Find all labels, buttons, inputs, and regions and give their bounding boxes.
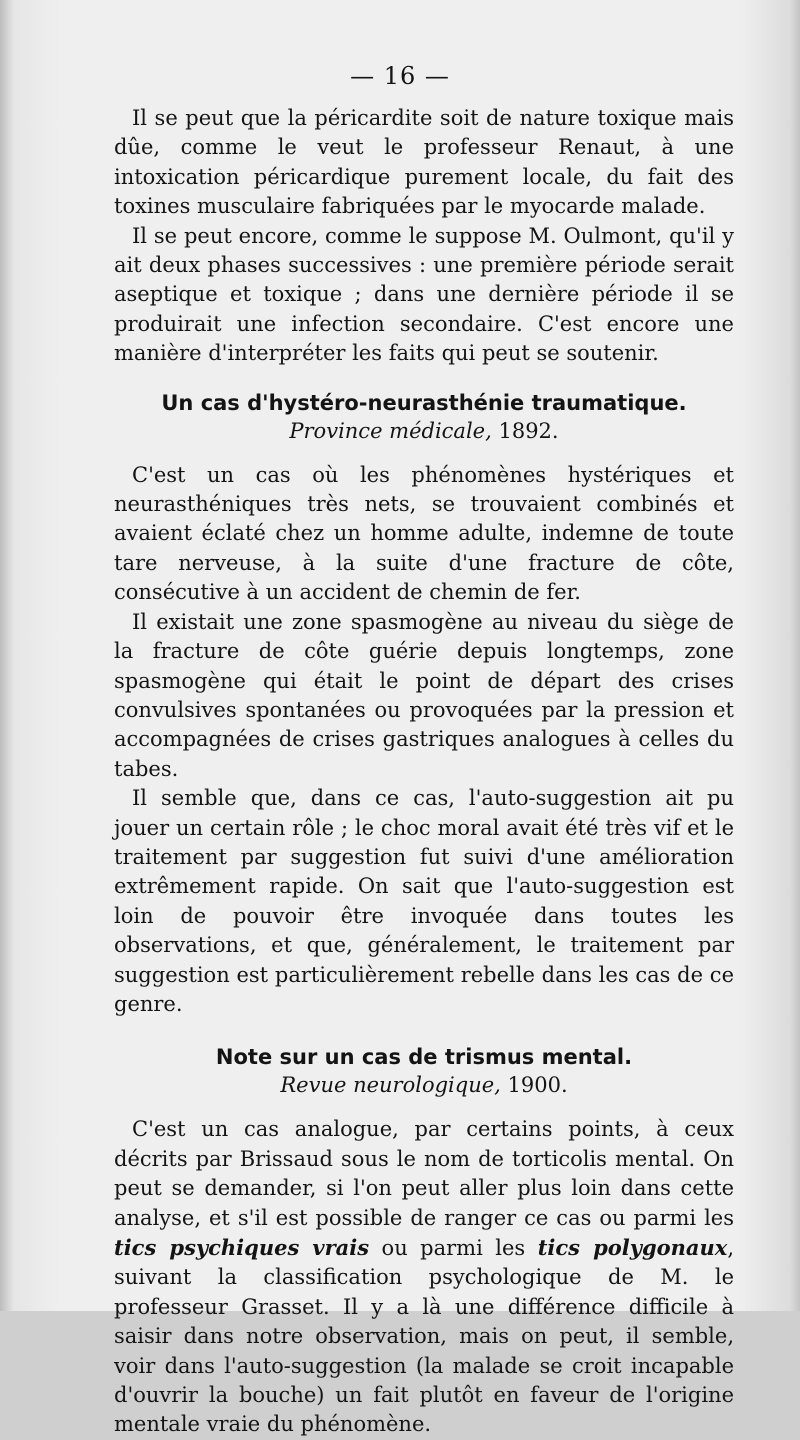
source-year: 1892. <box>498 418 559 443</box>
paragraph: C'est un cas analogue, par certains points, à ceux décrits par Brissaud sous le nom de torticolis mental. On peut se demander, si l'on peut aller plus loin dans cette analyse, et s'il est possible de ranger ce cas ou parmi les tics psychiques vrais ou parmi les tics polygonaux, suivant la classification psychologique de M. le professeur Grasset. Il y a là une différence difficile à saisir dans notre observation, mais on peut, il semble, voir dans l'auto-suggestion (la malade se croit incapable d'ouvrir la bouche) un fait plutôt en faveur de l'origine mentale vraie du phénomène. <box>114 1117 735 1437</box>
section-title: Note sur un cas de trismus mental. <box>215 1045 633 1070</box>
paragraph: Il se peut encore, comme le suppose M. Oulmont, qu'il y ait deux phases successives : une première période serait aseptique et toxique ; dans une dernière période il se produirait une infection secondaire. C'est encore une manière d'interpréter les faits qui peut se soutenir. <box>114 223 734 366</box>
body-text <box>114 104 734 1440</box>
section-title: Un cas d'hystéro-neurasthénie traumatique. <box>161 390 687 415</box>
page-number: — 16 — <box>350 62 450 90</box>
paragraph: Il se peut que la péricardite soit de nature toxique mais dûe, comme le veut le professeur Renaut, à une intoxication péricardique purement locale, du fait des toxines musculaire fabriquées par le myocarde malade. <box>114 106 734 219</box>
emphasis-term: tics psychiques vrais <box>114 1235 370 1260</box>
source-journal: Province médicale, <box>289 418 492 443</box>
paragraph: Il existait une zone spasmogène au niveau du siège de la fracture de côte guérie depuis longtemps, zone spasmogène qui était le point de départ des crises convulsives spontanées ou provoquées par la pression et accompagnées de crises gastriques analogues à celles du tabes. <box>114 609 734 781</box>
source-year: 1900. <box>507 1073 568 1098</box>
section-source <box>114 1071 734 1099</box>
paragraph: Il semble que, dans ce cas, l'auto-suggestion ait pu jouer un certain rôle ; le choc moral avait été très vif et le traitement par suggestion fut suivi d'une amélioration extrêmement rapide. On sait que l'auto-suggestion est loin de pouvoir être invoquée dans toutes les observations, et que, généralement, le traitement par suggestion est particulièrement rebelle dans les cas de ce genre. <box>114 786 734 1016</box>
paragraph: C'est un cas où les phénomènes hystériques et neurasthéniques très nets, se trouvaient combinés et avaient éclaté chez un homme adulte, indemne de toute tare nerveuse, à la suite d'une fracture de côte, consécutive à un accident de chemin de fer. <box>114 462 734 605</box>
source-journal: Revue neurologique, <box>280 1073 501 1098</box>
emphasis-term: tics polygonaux <box>537 1235 728 1260</box>
section-source <box>114 417 734 445</box>
